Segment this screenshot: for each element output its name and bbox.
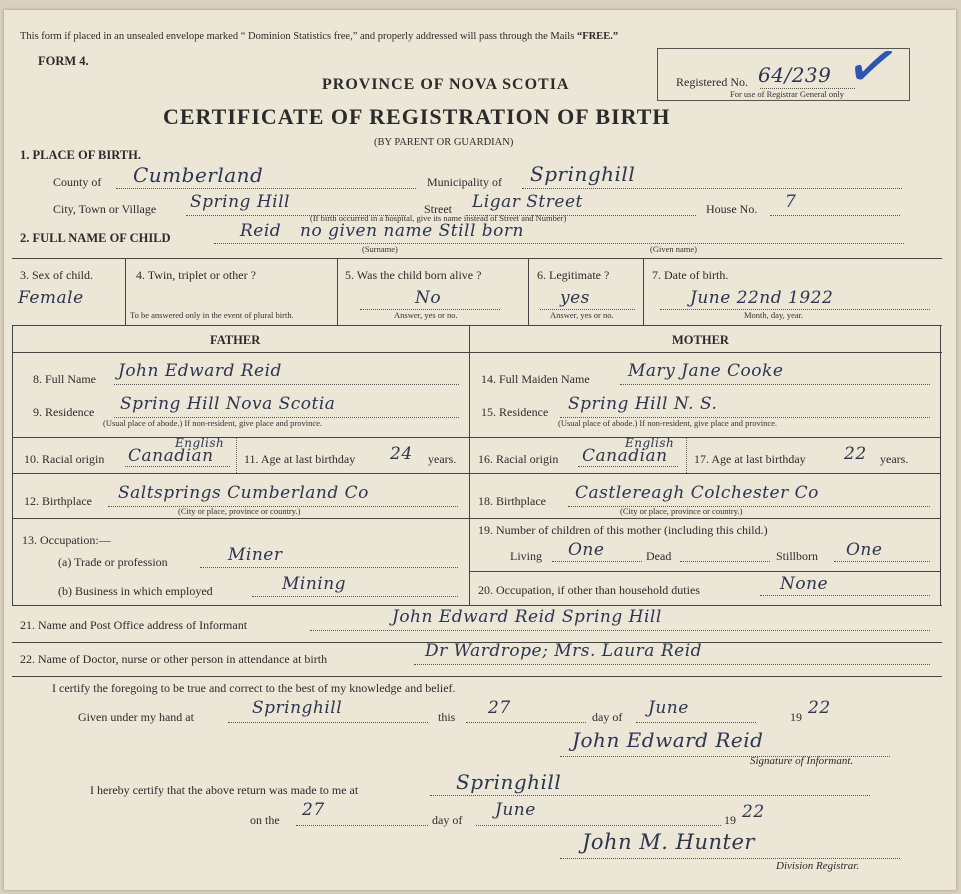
mother-residence-note: (Usual place of abode.) If non-resident, give place and province. [558,418,778,428]
children-label: 19. Number of children of this mother (including this child.) [478,523,768,537]
mother-racial-bottom-rule [470,473,940,474]
mother-birthplace-note: (City or place, province or country.) [620,506,743,516]
mother-occupation-rule [470,571,940,572]
registrar-use-note: For use of Registrar General only [730,89,845,99]
given-month: June [648,698,689,718]
father-business-value: Mining [282,574,347,594]
mother-racial-label: 16. Racial origin [478,452,559,466]
mother-birthplace-value: Castlereagh Colchester Co [575,483,819,503]
this-label: this [438,710,456,724]
father-racial-divider [236,437,237,473]
sex-label: 3. Sex of child. [20,268,93,282]
given-month-line [636,722,756,723]
father-racial-line [125,466,230,467]
street-note: (If birth occurred in a hospital, give its name instead of Street and Number) [310,213,567,223]
father-residence-value: Spring Hill Nova Scotia [120,394,336,414]
child-name-line [214,243,904,244]
living-label: Living [510,549,542,563]
county-value: Cumberland [133,163,264,187]
house-line [770,215,900,216]
row3-divider-4 [643,258,644,325]
given-year-prefix: 19 [790,710,802,724]
given-day-line [466,722,586,723]
surname-note: (Surname) [362,244,398,254]
mother-racial-divider [686,437,687,473]
given-name-note: (Given name) [650,244,697,254]
father-birthplace-label: 12. Birthplace [24,494,92,508]
father-racial-bottom-rule [12,473,470,474]
parents-center-divider [469,325,470,605]
alive-label: 5. Was the child born alive ? [345,268,482,282]
mother-racial-over: English [625,436,675,450]
father-birthplace-value: Saltsprings Cumberland Co [118,483,369,503]
living-line [552,561,642,562]
given-place-line [228,722,428,723]
municipality-value: Springhill [530,162,636,186]
mother-residence-label: 15. Residence [481,405,549,419]
mother-age-value: 22 [844,444,867,464]
municipality-label: Municipality of [427,175,502,189]
child-surname: Reid [240,221,282,241]
father-name-value: John Edward Reid [118,361,282,381]
province-heading: PROVINCE OF NOVA SCOTIA [322,76,570,93]
registrar-place-line [430,795,870,796]
father-birthplace-note: (City or place, province or country.) [178,506,301,516]
page-title: CERTIFICATE OF REGISTRATION OF BIRTH [163,104,671,129]
given-place: Springhill [252,698,343,718]
alive-value: No [415,288,442,308]
row3-bottom-rule [12,325,942,326]
given-day-of-label: day of [592,710,623,724]
father-trade-value: Miner [228,545,283,565]
date-label: 7. Date of birth. [652,268,729,282]
father-age-label: 11. Age at last birthday [244,452,356,466]
given-day: 27 [488,698,511,718]
street-value: Ligar Street [472,192,583,212]
informant-line [310,630,930,631]
registered-number: 64/239 [758,63,832,87]
parents-right-border [940,325,941,605]
mother-name-line [620,384,930,385]
father-trade-line [200,567,458,568]
row3-divider-2 [337,258,338,325]
mail-notice-text: This form if placed in an unsealed envelope marked “ Dominion Statistics free,” and properly addressed will pass through the Mails [20,31,575,42]
father-years-label: years. [428,452,457,466]
mother-racial-line [578,466,678,467]
informant-signature: John Edward Reid [572,728,764,752]
registrar-day: 27 [302,800,325,820]
registrar-signature: John M. Hunter [582,830,755,854]
mother-residence-value: Spring Hill N. S. [568,394,718,414]
informant-label: 21. Name and Post Office address of Informant [20,618,248,632]
sex-value: Female [18,288,84,308]
twin-label: 4. Twin, triplet or other ? [136,268,256,282]
father-racial-label: 10. Racial origin [24,452,105,466]
father-name-label: 8. Full Name [33,372,96,386]
father-residence-label: 9. Residence [33,405,95,419]
stillborn-label: Stillborn [776,549,819,563]
dead-label: Dead [646,549,672,563]
municipality-line [522,188,902,189]
place-heading: 1. PLACE OF BIRTH. [20,148,141,162]
father-age-value: 24 [390,444,413,464]
father-occupation-heading: 13. Occupation:— [22,533,111,547]
father-residence-note: (Usual place of abode.) If non-resident, give place and province. [103,418,323,428]
form-number: FORM 4. [38,54,89,68]
mother-racial-top-rule [470,437,940,438]
city-value: Spring Hill [190,192,290,212]
registrar-place: Springhill [456,770,562,794]
mail-notice-free: “FREE.” [576,31,619,42]
row3-divider-1 [125,258,126,325]
father-trade-label: (a) Trade or profession [58,555,168,569]
registrar-month-line [476,825,721,826]
registrar-on-label: on the [250,813,280,827]
certify-statement: I certify the foregoing to be true and correct to the best of my knowledge and belief. [52,681,456,695]
registrar-caption: Division Registrar. [776,860,860,872]
dead-line [680,561,770,562]
mother-occupation-value: None [780,574,829,594]
registrar-day-of-label: day of [432,813,463,827]
registrar-day-line [296,825,428,826]
alive-note: Answer, yes or no. [394,310,458,320]
stillborn-line [834,561,930,562]
row3-top-rule [12,258,942,259]
mother-occupation-label: 20. Occupation, if other than household duties [478,583,700,597]
date-note: Month, day, year. [744,310,804,320]
house-label: House No. [706,202,758,216]
street-label: Street [424,202,452,216]
child-heading: 2. FULL NAME OF CHILD [20,231,171,245]
mail-notice [20,31,618,42]
father-name-line [114,384,459,385]
mother-occupation-line [760,595,930,596]
registrar-month: June [495,800,536,820]
stillborn-value: One [846,540,883,560]
father-business-line [252,596,458,597]
page-subtitle: (BY PARENT OR GUARDIAN) [374,137,514,148]
city-label: City, Town or Village [53,202,157,216]
house-value: 7 [785,192,797,212]
row3-divider-3 [528,258,529,325]
father-occupation-rule [12,518,470,519]
legitimate-value: yes [560,288,590,308]
county-label: County of [53,175,102,189]
date-value: June 22nd 1922 [690,288,834,308]
twin-note: To be answered only in the event of plural birth. [130,310,294,320]
mother-heading: MOTHER [672,333,729,347]
mother-years-label: years. [880,452,909,466]
registrar-year: 22 [742,802,765,822]
mother-children-rule [470,518,940,519]
registrar-signature-line [560,858,900,859]
living-value: One [568,540,605,560]
father-racial-over: English [175,436,225,450]
doctor-rule [12,676,942,677]
county-line [116,188,416,189]
registered-label: Registered No. [676,75,748,89]
legitimate-label: 6. Legitimate ? [537,268,610,282]
registrar-statement: I hereby certify that the above return was made to me at [90,783,359,797]
registrar-year-prefix: 19 [724,813,736,827]
father-heading: FATHER [210,333,261,347]
father-business-label: (b) Business in which employed [58,584,213,598]
mother-name-label: 14. Full Maiden Name [481,372,590,386]
doctor-line [414,664,930,665]
check-mark-icon: ✓ [838,25,907,109]
doctor-label: 22. Name of Doctor, nurse or other person in attendance at birth [20,652,328,666]
informant-signature-caption: Signature of Informant. [750,755,854,767]
mother-age-label: 17. Age at last birthday [694,452,806,466]
legitimate-note: Answer, yes or no. [550,310,614,320]
parents-left-border [12,325,13,605]
mother-name-value: Mary Jane Cooke [628,361,784,381]
father-racial-value: Canadian [128,446,214,466]
doctor-value: Dr Wardrope; Mrs. Laura Reid [425,641,703,661]
mother-birthplace-label: 18. Birthplace [478,494,546,508]
informant-value: John Edward Reid Spring Hill [392,607,662,627]
parents-bottom-rule [12,605,942,606]
mother-racial-value: Canadian [582,446,668,466]
given-label: Given under my hand at [78,710,194,724]
father-racial-top-rule [12,437,470,438]
child-given-name: no given name Still born [300,221,524,241]
parents-header-rule [12,352,942,353]
given-year: 22 [808,698,831,718]
